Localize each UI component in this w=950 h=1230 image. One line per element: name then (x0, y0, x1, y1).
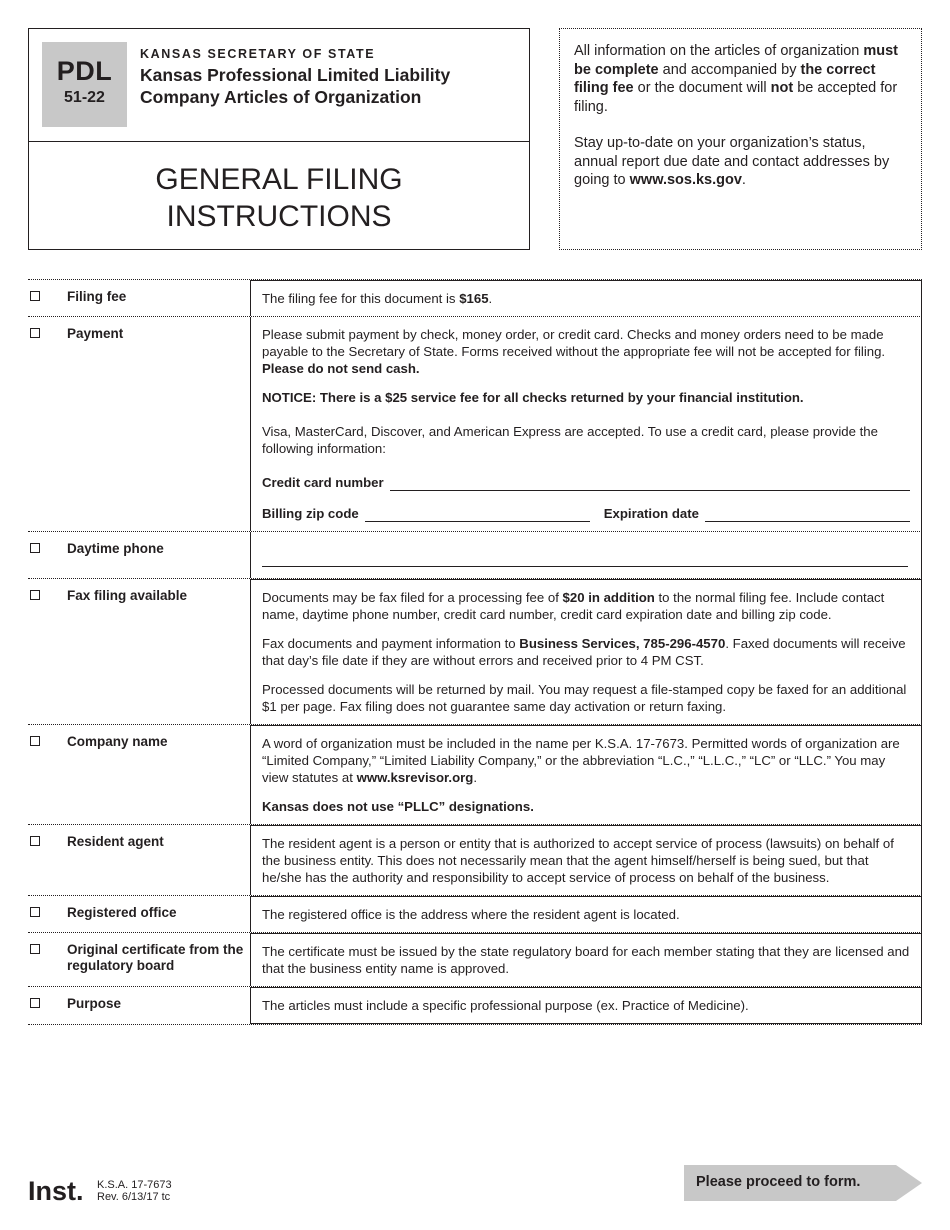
row-content (250, 987, 922, 1024)
emphasis-text: www.sos.ks.gov (629, 172, 742, 188)
checkbox[interactable] (30, 328, 40, 338)
expiration-input[interactable] (705, 509, 910, 522)
checkbox[interactable] (30, 907, 40, 917)
notice-paragraph (574, 134, 907, 190)
emphasis-text: Please do not send cash. (262, 361, 420, 376)
row-paragraph (262, 735, 910, 786)
row-content (250, 579, 922, 724)
checklist-row (28, 531, 922, 578)
body-text: . (741, 172, 746, 188)
row-paragraph (262, 389, 910, 406)
row-paragraph (262, 835, 910, 886)
row-content (250, 933, 922, 986)
body-text: The certificate must be issued by the state regulatory board for each member stating that they are licensed and that the business entity name is approved. (262, 944, 910, 976)
checklist-row (28, 724, 922, 824)
daytime-phone-input[interactable] (262, 554, 908, 567)
billing-field-row (262, 505, 910, 522)
checklist-row (28, 895, 922, 932)
form-title (140, 64, 450, 108)
emphasis-text: $20 in addition (562, 590, 655, 605)
form-title-line: Company Articles of Organization (140, 87, 422, 107)
row-label-cell (28, 317, 250, 531)
row-content (250, 532, 922, 578)
filing-notice (559, 28, 922, 250)
row-label-cell (28, 725, 250, 824)
body-text: or the document will (633, 80, 771, 96)
emphasis-text: must be complete (574, 43, 899, 78)
body-text: Visa, MasterCard, Discover, and American Express are accepted. To use a credit card, please provide the following information: (262, 424, 878, 456)
row-label-cell (28, 825, 250, 895)
row-paragraph (262, 326, 910, 377)
emphasis-text: not (770, 80, 794, 96)
row-label: Registered office (67, 905, 177, 920)
row-label: Purpose (67, 996, 122, 1011)
row-content (250, 280, 922, 316)
inst-label: Inst. (28, 1176, 84, 1206)
billing-zip-label: Billing zip code (262, 506, 359, 521)
checklist-row (28, 824, 922, 895)
body-text: Stay up-to-date on your organization’s status, annual report due date and contact addresses by going to (574, 135, 890, 188)
body-text: and accompanied by (658, 61, 801, 78)
form-code-badge (42, 42, 127, 127)
revision-date: Rev. 6/13/17 tc (97, 1191, 171, 1203)
checklist-row (28, 986, 922, 1025)
emphasis-text: Kansas does not use “PLLC” designations. (262, 799, 534, 814)
proceed-to-form-button[interactable] (684, 1165, 922, 1201)
checklist-row (28, 279, 922, 316)
body-text: . (488, 291, 493, 306)
expiration-label: Expiration date (603, 506, 699, 521)
form-number: 51-22 (64, 89, 105, 106)
row-paragraph (262, 997, 910, 1014)
row-label-cell (28, 280, 250, 316)
row-paragraph (262, 798, 910, 815)
body-text: Processed documents will be returned by mail. You may request a file-stamped copy be faxed for an additional $1 per page. Fax filing does not guarantee same day activation or return faxing. (262, 682, 907, 714)
emphasis-text: $165 (459, 291, 489, 306)
row-label: Resident agent (67, 834, 164, 849)
emphasis-text: Business Services, 785-296-4570 (519, 636, 726, 651)
form-revision-info (97, 1179, 172, 1203)
billing-zip-input[interactable] (365, 509, 590, 522)
checkbox[interactable] (30, 543, 40, 553)
row-label-cell (28, 896, 250, 932)
checkbox[interactable] (30, 944, 40, 954)
row-content (250, 317, 922, 531)
row-label-cell (28, 579, 250, 724)
body-text: The registered office is the address where the resident agent is located. (262, 907, 680, 922)
body-text: . (473, 770, 478, 785)
row-content (250, 725, 922, 824)
row-label-cell (28, 933, 250, 986)
form-title-line: Kansas Professional Limited Liability (140, 65, 451, 85)
checklist-row (28, 578, 922, 724)
emphasis-text: www.ksrevisor.org (356, 770, 474, 785)
checkbox[interactable] (30, 291, 40, 301)
checkbox[interactable] (30, 998, 40, 1008)
checkbox[interactable] (30, 736, 40, 746)
row-content (250, 896, 922, 932)
row-paragraph (262, 423, 910, 457)
row-paragraph (262, 589, 910, 623)
proceed-label: Please proceed to form. (696, 1174, 861, 1190)
row-paragraph (262, 681, 910, 715)
body-text: The filing fee for this document is (262, 291, 460, 306)
body-text: The resident agent is a person or entity that is authorized to accept service of process (lawsuits) on behalf of the business entity. This does not necessarily mean that the agent himself/herself is being sued, but that he/she has the authority and responsibility to accept service of process on behalf of the business. (262, 836, 894, 885)
body-text: All information on the articles of organization (574, 43, 864, 59)
row-paragraph (262, 290, 910, 307)
row-paragraph (262, 906, 910, 923)
checkbox[interactable] (30, 590, 40, 600)
row-paragraph (262, 943, 910, 977)
form-code: PDL (56, 56, 113, 86)
notice-paragraph (574, 42, 907, 116)
agency-name: KANSAS SECRETARY OF STATE (140, 47, 376, 61)
credit-card-field (262, 474, 910, 491)
section-title-line: GENERAL FILING (155, 163, 403, 196)
body-text: Please submit payment by check, money order, or credit card. Checks and money orders need to be made payable to the Secretary of State. Forms received without the appropriate fee will not be accepted for filing. (262, 327, 886, 359)
row-label: Original certificate from the regulatory board (67, 942, 244, 973)
instruction-checklist (28, 279, 922, 1025)
emphasis-text: the correct filing fee (574, 61, 876, 96)
row-label: Company name (67, 734, 168, 749)
body-text: The articles must include a specific professional purpose (ex. Practice of Medicine). (262, 998, 749, 1013)
body-text: A word of organization must be included in the name per K.S.A. 17-7673. Permitted words of organization are “Limited Company,” “Limited Liability Company,” or the abbreviation “L.C.,” “L.L.C.,” “LC” or “LLC.” You may view statutes at (262, 736, 900, 785)
section-title (29, 161, 529, 235)
section-title-line: INSTRUCTIONS (166, 200, 392, 233)
credit-card-label: Credit card number (262, 475, 384, 490)
row-label: Payment (67, 326, 124, 341)
credit-card-input[interactable] (390, 478, 910, 491)
checklist-row (28, 316, 922, 531)
row-label: Filing fee (67, 289, 127, 304)
row-label-cell (28, 987, 250, 1024)
checklist-row (28, 932, 922, 986)
row-label: Daytime phone (67, 541, 164, 556)
header-divider (29, 141, 529, 142)
body-text: Documents may be fax filed for a processing fee of (262, 590, 563, 605)
row-content (250, 825, 922, 895)
emphasis-text: NOTICE: There is a $25 service fee for all checks returned by your financial institution. (262, 390, 804, 405)
checkbox[interactable] (30, 836, 40, 846)
body-text: Fax documents and payment information to (262, 636, 520, 651)
body-text: . Faxed documents will receive that day’s file date if they are without errors and received prior to 4 PM CST. (262, 636, 906, 668)
row-paragraph (262, 635, 910, 669)
body-text: to the normal filing fee. Include contact name, daytime phone number, credit card number, credit card expiration date and billing zip code. (262, 590, 885, 622)
header-box (28, 28, 530, 250)
row-label: Fax filing available (67, 588, 188, 603)
statute-reference: K.S.A. 17-7673 (97, 1179, 172, 1191)
body-text: be accepted for filing. (574, 80, 898, 115)
row-label-cell (28, 532, 250, 578)
